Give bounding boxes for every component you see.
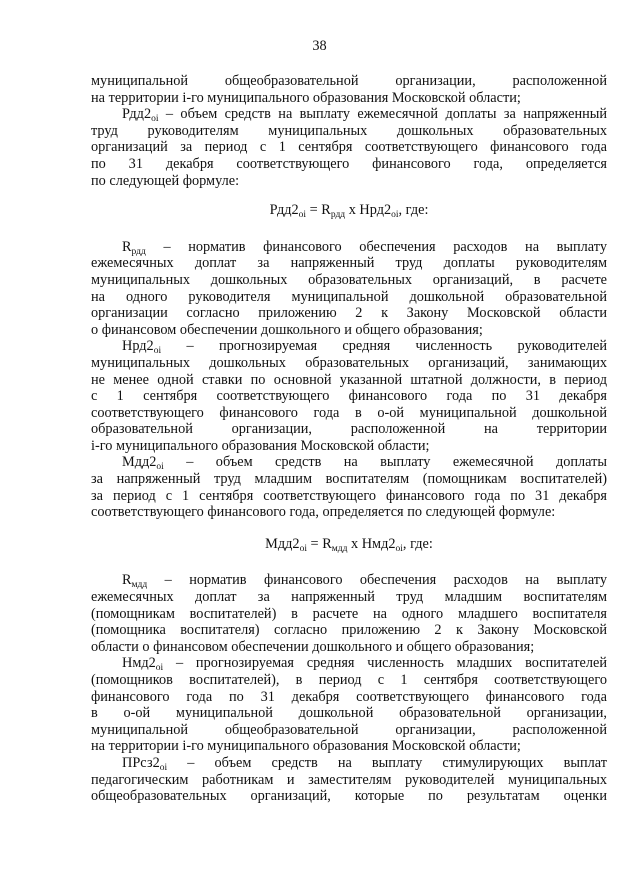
text-line: муниципальной общеобразовательной организации, расположенной bbox=[91, 73, 607, 89]
definition-r-rdd: $R_{рдд}$ – норматив финансового обеспечения расходов на выплату bbox=[122, 238, 607, 257]
text-line: муниципальной общеобразовательной организации, расположенной bbox=[91, 721, 607, 738]
text-line: соответствующего финансового года в o-ой муниципальной дошкольной bbox=[91, 404, 607, 421]
paragraph-group-1 bbox=[91, 73, 607, 805]
text-line: (помощникам воспитателей) в расчете на одного младшего воспитателя bbox=[91, 605, 607, 622]
text-line: о финансовом обеспечении дошкольного и общего образования; bbox=[91, 321, 483, 338]
page-number: 38 bbox=[312, 38, 327, 54]
formula-mdd2: $Мдд2_{oi} = R_{мдд}$ х $Нмд2_{oi}$, где: bbox=[265, 535, 433, 554]
definition-nrd2: $Нрд2_{oi}$ – прогнозируемая средняя численность руководителей bbox=[122, 338, 607, 357]
definition-mdd2: $Мдд2_{oi}$ – объем средств на выплату ежемесячной доплаты bbox=[122, 454, 607, 473]
text-line: на одного руководителя муниципальной дошкольной образовательной bbox=[91, 288, 607, 305]
text-line: (помощника воспитателя) согласно приложению 2 к Закону Московской bbox=[91, 622, 607, 639]
text-line: на территории i-го муниципального образования Московской области; bbox=[91, 89, 521, 106]
text-line: с 1 сентября соответствующего финансового года по 31 декабря bbox=[91, 388, 607, 405]
text-line: в o-ой муниципальной дошкольной образовательной организации, bbox=[91, 705, 607, 722]
text-line: финансового года по 31 декабря соответствующего финансового года bbox=[91, 688, 607, 705]
text-line: организаций за период с 1 сентября соответствующего финансового года bbox=[91, 139, 607, 156]
text-line: образовательной организации, расположенной на территории bbox=[91, 421, 607, 438]
text-line: педагогическим работникам и заместителям руководителей муниципальных bbox=[91, 771, 607, 788]
definition-rdd2: $Рдд2_{oi}$ – объем средств на выплату ежемесячной доплаты за напряженный bbox=[122, 106, 608, 125]
text-line: не менее одной ставки по основной указанной штатной должности, в период bbox=[91, 371, 607, 388]
text-line: i-го муниципального образования Московской области; bbox=[91, 437, 430, 454]
text-line: по следующей формуле: bbox=[91, 172, 240, 189]
definition-prsz2: $ПРсз2_{oi}$ – объем средств на выплату стимулирующих выплат bbox=[122, 754, 607, 773]
text-line: области о финансовом обеспечении дошкольного и общего образования; bbox=[91, 638, 535, 655]
text-line: труд руководителям муниципальных дошкольных образовательных bbox=[91, 122, 607, 139]
definition-r-mdd: $R_{мдд}$ – норматив финансового обеспечения расходов на выплату bbox=[122, 572, 607, 591]
text-line: по 31 декабря соответствующего финансового года, определяется bbox=[91, 155, 607, 172]
text-line: ежемесячных доплат за напряженный труд доплаты руководителям bbox=[91, 255, 607, 272]
text-line: общеобразовательных организаций, которые по результатам оценки bbox=[91, 788, 607, 805]
text-line: за период с 1 сентября соответствующего финансового года по 31 декабря bbox=[91, 487, 607, 504]
definition-nmd2: $Нмд2_{oi}$ – прогнозируемая средняя численность младших воспитателей bbox=[122, 655, 607, 674]
formula-rdd2: $Рдд2_{oi} = R_{рдд}$ х $Нрд2_{oi}$, где: bbox=[269, 202, 429, 221]
text-line: соответствующего финансового года, определяется по следующей формуле: bbox=[91, 504, 556, 521]
text-line: муниципальных дошкольных образовательных организаций, занимающих bbox=[91, 354, 607, 371]
text-line: организации согласно приложению 2 к Закону Московской области bbox=[91, 305, 607, 322]
text-line: (помощников воспитателей), в период с 1 сентября соответствующего bbox=[91, 672, 607, 688]
text-line: за напряженный труд младшим воспитателям (помощникам воспитателей) bbox=[91, 471, 607, 488]
text-line: ежемесячных доплат за напряженный труд младшим воспитателям bbox=[91, 589, 607, 606]
text-line: муниципальных дошкольных образовательных организаций, в расчете bbox=[91, 271, 607, 288]
text-line: на территории i-го муниципального образования Московской области; bbox=[91, 738, 521, 755]
